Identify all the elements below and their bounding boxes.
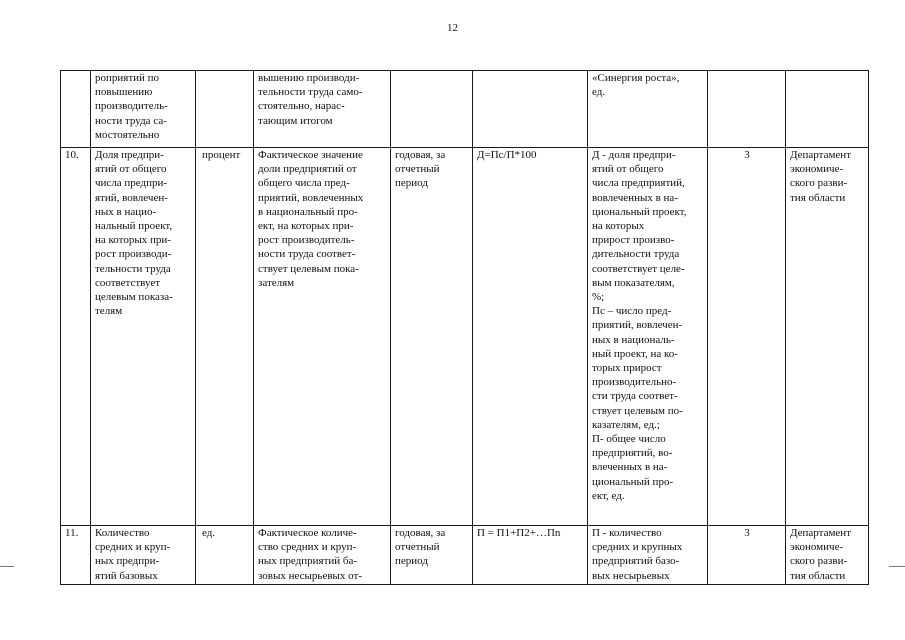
- responsible-department: Департамент экономиче- ского разви- тия области: [790, 527, 852, 582]
- indicator-name-cell: [91, 148, 196, 526]
- calculation-formula: Д=Пс/П*100: [477, 149, 537, 161]
- row-number-cell: [61, 71, 91, 148]
- row-number: 11.: [65, 527, 79, 539]
- indicator-definition: Фактическое значение доли предприятий от общего числа пред- приятий, вовлеченных в национальный про- ект, на которых при- рост производитель- ности труда соответ- ствует целевым пока- зателям: [258, 149, 364, 289]
- row-number-cell: [61, 526, 91, 585]
- row-number: 10.: [65, 149, 79, 161]
- indicator-name: роприятий по повышению производитель- ности труда са- мостоятельно: [95, 72, 168, 141]
- formula-cell: [473, 71, 588, 148]
- reporting-period: годовая, за отчетный период: [395, 527, 446, 568]
- scan-edge-mark-left: [0, 566, 14, 567]
- period-cell: [391, 148, 473, 526]
- data-source: 3: [744, 149, 750, 161]
- period-cell: [391, 71, 473, 148]
- formula-cell: [473, 148, 588, 526]
- unit-of-measure: процент: [202, 149, 241, 161]
- indicator-definition: вышению производи- тельности труда само- стоятельно, нарас- тающим итогом: [258, 72, 363, 127]
- page-number: 12: [447, 22, 458, 34]
- formula-cell: [473, 526, 588, 585]
- department-cell: [786, 526, 869, 585]
- table-row: [61, 71, 869, 148]
- unit-cell: [196, 148, 254, 526]
- definition-cell: [254, 148, 391, 526]
- indicator-name: Количество средних и круп- ных предпри- ятий базовых: [95, 527, 171, 582]
- variables-cell: [588, 148, 708, 526]
- indicator-name-cell: [91, 71, 196, 148]
- definition-cell: [254, 526, 391, 585]
- department-cell: [786, 148, 869, 526]
- scan-edge-mark-right: [889, 566, 905, 567]
- period-cell: [391, 526, 473, 585]
- unit-cell: [196, 526, 254, 585]
- unit-of-measure: ед.: [202, 527, 216, 539]
- data-source: 3: [744, 527, 750, 539]
- formula-variables: «Синергия роста», ед.: [592, 72, 680, 99]
- source-cell: [708, 148, 786, 526]
- variables-cell: [588, 71, 708, 148]
- department-cell: [786, 71, 869, 148]
- formula-variables: Д - доля предпри- ятий от общего числа предприятий, вовлеченных в на- циональный проект, на которых прирост произво- дительности труда соответствует целе- вым показателям, %; Пс – число пред- приятий, вовлечен- ных в националь- ный проект, на ко- торых прирост производительно- сти труда соответ- ствует целевым по- казателям, ед.; П- общее число предприятий, во- влеченных в на- циональный про- ект, ед.: [592, 149, 687, 502]
- variables-cell: [588, 526, 708, 585]
- indicators-table: [60, 70, 869, 585]
- unit-cell: [196, 71, 254, 148]
- source-cell: [708, 71, 786, 148]
- table-row: [61, 148, 869, 526]
- source-cell: [708, 526, 786, 585]
- definition-cell: [254, 71, 391, 148]
- table-row: [61, 526, 869, 585]
- indicator-name-cell: [91, 526, 196, 585]
- formula-variables: П - количество средних и крупных предприятий базо- вых несырьевых: [592, 527, 683, 582]
- indicator-definition: Фактическое количе- ство средних и круп- ных предприятий ба- зовых несырьевых от-: [258, 527, 362, 582]
- indicator-name: Доля предпри- ятий от общего числа предпри- ятий, вовлечен- ных в нацио- нальный проект, на которых при- рост производи- тельности труда соответствует целевым показа- телям: [95, 149, 173, 318]
- calculation-formula: П = П1+П2+…Пn: [477, 527, 561, 539]
- row-number-cell: [61, 148, 91, 526]
- responsible-department: Департамент экономиче- ского разви- тия области: [790, 149, 852, 204]
- reporting-period: годовая, за отчетный период: [395, 149, 446, 190]
